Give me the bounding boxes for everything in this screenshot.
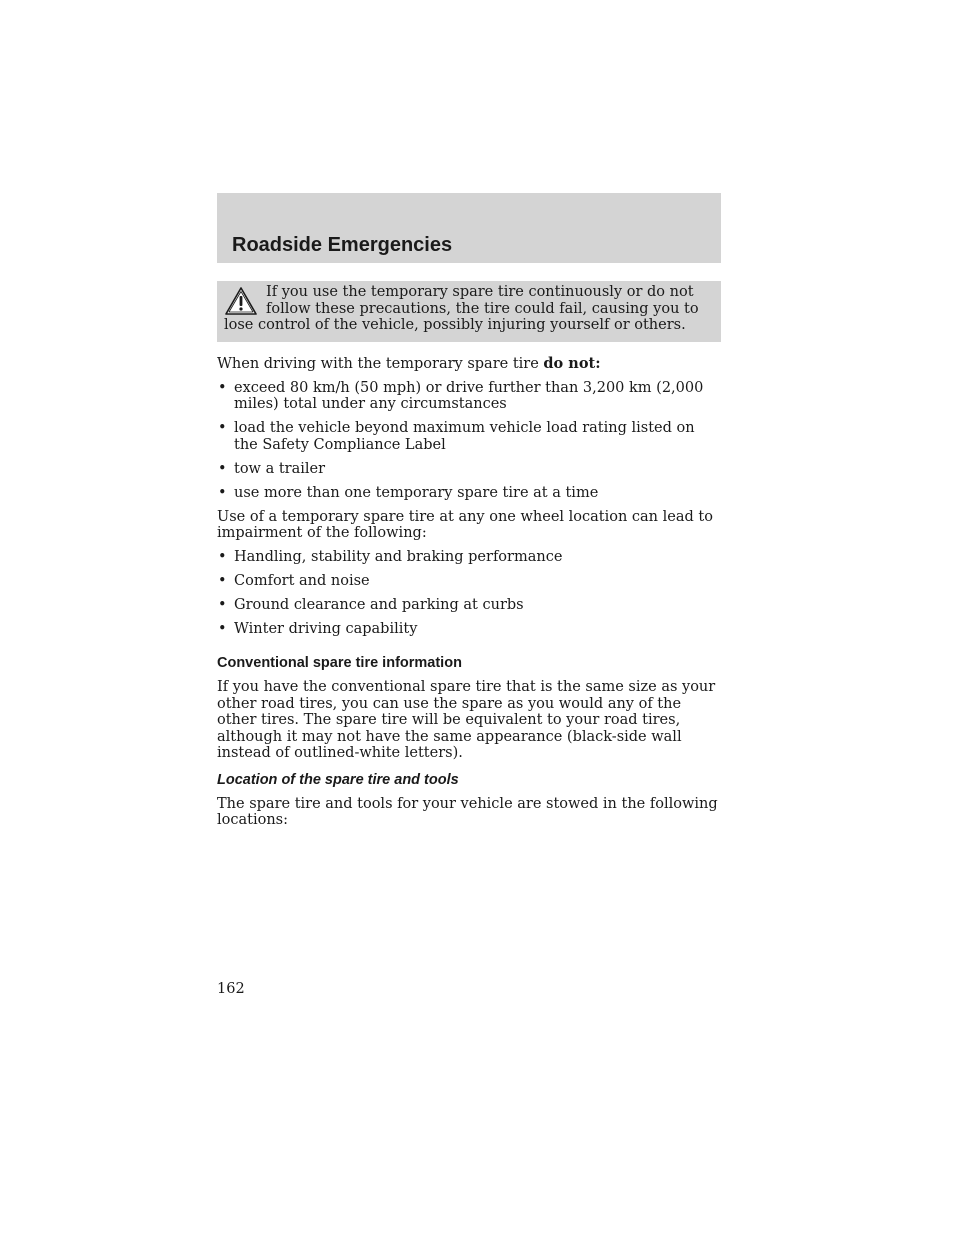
list-item: • Handling, stability and braking performance bbox=[217, 549, 721, 566]
list-item: • tow a trailer bbox=[217, 461, 721, 478]
list-item: • Winter driving capability bbox=[217, 621, 721, 638]
page-content bbox=[217, 356, 721, 836]
list-item: • exceed 80 km/h (50 mph) or drive further than 3,200 km (2,000 miles) total under any circumstances bbox=[217, 380, 721, 413]
warning-triangle-icon bbox=[224, 286, 258, 316]
intro-lead: When driving with the temporary spare tire bbox=[217, 356, 544, 372]
section-title: Roadside Emergencies bbox=[232, 234, 453, 256]
location-body: The spare tire and tools for your vehicle are stowed in the following locations: bbox=[217, 795, 718, 828]
list-item: • use more than one temporary spare tire at a time bbox=[217, 485, 721, 502]
page-number: 162 bbox=[217, 981, 245, 997]
intro-emphasis: do not: bbox=[543, 355, 601, 372]
location-heading: Location of the spare tire and tools bbox=[217, 771, 459, 788]
conventional-heading: Conventional spare tire information bbox=[217, 655, 462, 671]
impairment-intro: Use of a temporary spare tire at any one wheel location can lead to impairment of the following: bbox=[217, 508, 713, 541]
conventional-body: If you have the conventional spare tire that is the same size as your other road tires, you can use the spare as you would any of the other tires. The spare tire will be equivalent to your road tires, although it may not have the same appearance (black-side wall instead of outlined-white letters). bbox=[217, 679, 716, 761]
list-item: • Ground clearance and parking at curbs bbox=[217, 597, 721, 614]
list-item: • Comfort and noise bbox=[217, 573, 721, 590]
warning-box bbox=[217, 281, 721, 342]
warning-text: If you use the temporary spare tire continuously or do not follow these precautions, the tire could fail, causing you to lose control of the vehicle, possibly injuring yourself or others. bbox=[224, 284, 699, 333]
intro-paragraph bbox=[217, 356, 721, 373]
section-header-band bbox=[217, 193, 721, 263]
do-not-list bbox=[217, 380, 721, 502]
impairment-list bbox=[217, 549, 721, 638]
list-item: • load the vehicle beyond maximum vehicle load rating listed on the Safety Compliance Label bbox=[217, 420, 721, 453]
